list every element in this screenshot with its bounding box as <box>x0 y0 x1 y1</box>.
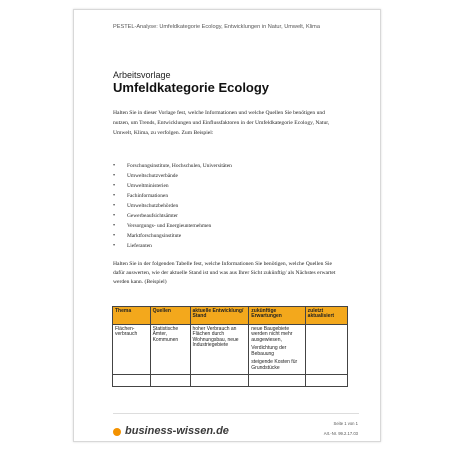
table-row <box>113 325 348 375</box>
expectation-line: neue Baugebiete werden nicht mehr ausgewiesen, <box>251 325 293 343</box>
table-header-row <box>113 307 348 325</box>
cell-empty[interactable] <box>305 375 347 387</box>
table-row <box>113 375 348 387</box>
logo-dot-icon <box>113 428 121 436</box>
list-item: • Lieferanten <box>113 241 232 251</box>
worksheet-table <box>112 306 348 387</box>
list-item: • Umweltschutzbehörden <box>113 201 232 211</box>
running-header: PESTEL-Analyse: Umfeldkategorie Ecology, Entwicklungen in Natur, Umwelt, Klima <box>113 24 320 30</box>
table-intro-paragraph: Halten Sie in der folgenden Tabelle fest, welche Informationen Sie benötigen, welche Quellen Sie dafür auswerten, wie der aktuelle Stand ist und was aus Ihrer Sicht zukünftig/ als Nächstes erwartet werden kann. (Beispiel) <box>113 261 336 285</box>
cell-quellen[interactable]: Statistische Ämter, Kommunen <box>150 325 190 375</box>
cell-empty[interactable] <box>113 375 151 387</box>
list-item: • Umweltschutzverbände <box>113 171 232 181</box>
source-list <box>113 161 232 251</box>
document-kicker: Arbeitsvorlage <box>113 70 171 80</box>
header-cell-aktualisiert: zuletzt aktualisiert <box>305 307 347 325</box>
footer-divider <box>113 413 359 414</box>
header-cell-erwartungen: zukünftige Erwartungen <box>249 307 305 325</box>
cell-aktualisiert[interactable] <box>305 325 347 375</box>
list-item: • Fachinformationen <box>113 191 232 201</box>
article-number: Art.-Nr. 99.2.17.03 <box>323 431 358 436</box>
cell-empty[interactable] <box>190 375 249 387</box>
list-item: • Marktforschungsinstitute <box>113 231 232 241</box>
header-cell-quellen: Quellen <box>150 307 190 325</box>
intro-paragraph: Halten Sie in dieser Vorlage fest, welche Informationen und welche Quellen Sie benötigen und nutzen, um Trends, Entwicklungen und Einflussfaktoren in der Umfeldkategorie Ecology, Natur, Umwelt, Klima, zu verfolgen. Zum Beispiel: <box>113 110 330 136</box>
footer-logo: business-wissen.de <box>125 425 229 437</box>
header-cell-stand: aktuelle Entwicklung/ Stand <box>190 307 249 325</box>
cell-erwartungen[interactable] <box>249 325 305 375</box>
cell-stand[interactable]: hoher Verbrauch an Flächen durch Wohnungsbau, neue Industriegebiete <box>190 325 249 375</box>
cell-thema[interactable]: Flächen-verbrauch <box>113 325 151 375</box>
list-item: • Gewerbeaufsichtsämter <box>113 211 232 221</box>
page-number: Seite 1 von 1 <box>333 421 358 426</box>
cell-empty[interactable] <box>150 375 190 387</box>
expectation-line: Verdichtung der Bebauung <box>251 345 287 357</box>
document-page <box>73 9 381 442</box>
list-item: • Versorgungs- und Energieunternehmen <box>113 221 232 231</box>
cell-empty[interactable] <box>249 375 305 387</box>
header-cell-thema: Thema <box>113 307 151 325</box>
list-item: • Umweltministerien <box>113 181 232 191</box>
list-item: • Forschungsinstitute, Hochschulen, Universitäten <box>113 161 232 171</box>
document-title: Umfeldkategorie Ecology <box>113 80 270 95</box>
expectation-line: steigende Kosten für Grundstücke <box>251 359 298 372</box>
